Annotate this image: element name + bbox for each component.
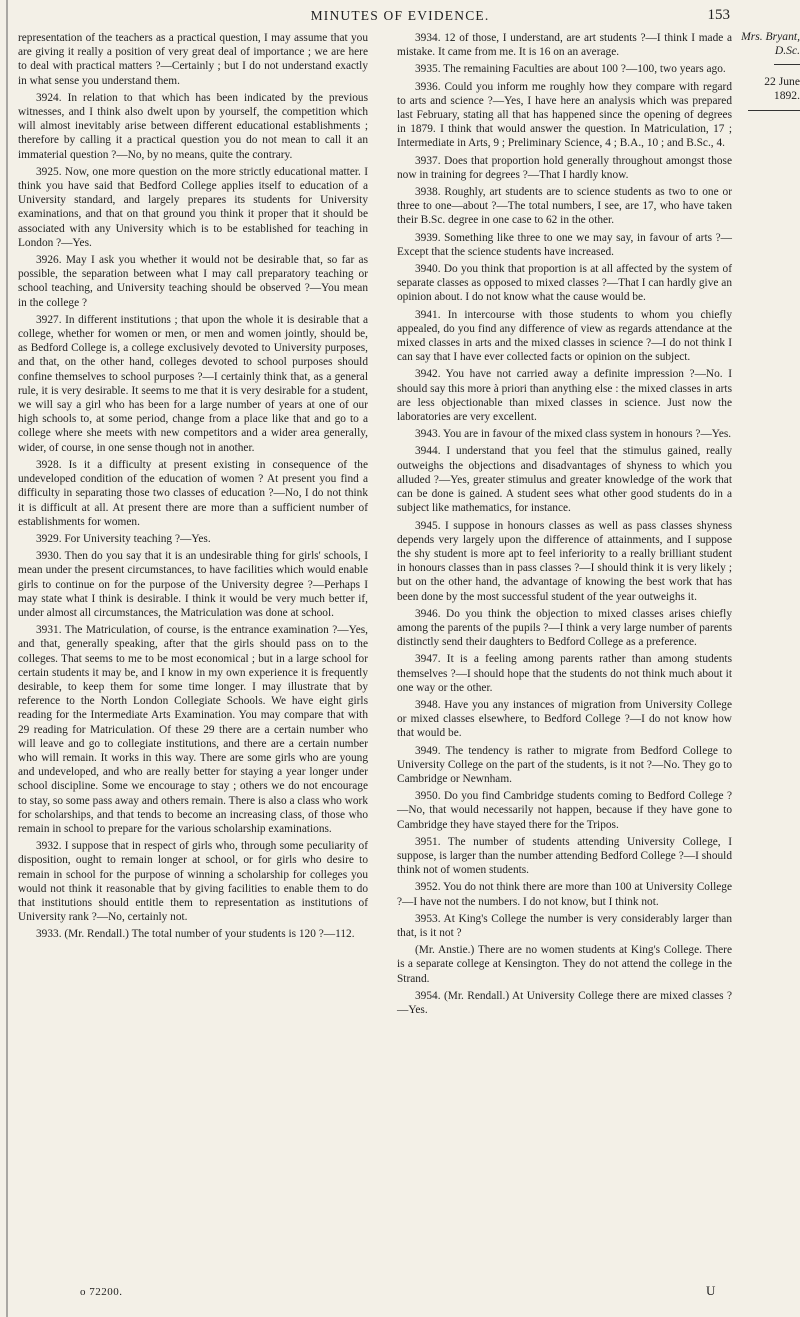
paragraph: 3924. In relation to that which has been indicated by the previous witnesses, and I think also dwelt upon by yourself, the competition which will almost inevitably arise between different educational establishments ; therefore by calling it a practical question you do not mean to call it an immaterial question ?—No, by no means, quite the contrary.	[18, 91, 368, 161]
evidence-date: 22 June 1892.	[764, 75, 800, 102]
right-column	[397, 31, 732, 1020]
paragraph: 3932. I suppose that in respect of girls who, through some peculiarity of disposition, ought to remain longer at school, or for girls who desire to remain in school for the purpose of winning a scholarship for colleges you would not think it reasonable that by giving facilities to enable them to do that institutions should entitle them to representation as institutions of University rank ?—No, certainly not.	[18, 840, 368, 924]
paragraph: 3925. Now, one more question on the more strictly educational matter. I think you have said that Bedford College applies itself to education of a University standard, and largely prepares its students for University examinations, and that on that ground you think it proper that it should be associated with any University which is to be established for teaching in London ?—Yes.	[18, 165, 368, 249]
printer-signature-mark: o 72200.	[80, 1286, 123, 1298]
paragraph: 3952. You do not think there are more than 100 at University College ?—I have not the numbers. I do not know, but I think not.	[397, 881, 732, 908]
paragraph: 3948. Have you any instances of migration from University College or mixed classes elsewhere, to Bedford College ?—I do not know how that would be.	[397, 698, 732, 740]
gathering-signature-letter: U	[706, 1283, 716, 1298]
paragraph: 3926. May I ask you whether it would not be desirable that, so far as possible, the separation between what I may call preparatory teaching or school teaching, and University teaching should be observed ?—You mean in the college ?	[18, 254, 368, 309]
paragraph: (Mr. Anstie.) There are no women students at King's College. There is a separate college at Kensington. They do not attend the college in the Strand.	[397, 944, 732, 985]
witness-sidenote	[738, 30, 800, 111]
page-header	[0, 4, 800, 26]
paragraph: 3934. 12 of those, I understand, are art students ?—I think I made a mistake. It came from me. It is 16 on an average.	[397, 32, 732, 59]
left-column	[18, 31, 368, 945]
paragraph: 3938. Roughly, art students are to science students as two to one or three to one—about ?—The total numbers, I see, are 17, who have taken their B.Sc. degree in one case to 62 in the other.	[397, 186, 732, 227]
paragraph: 3945. I suppose in honours classes as well as pass classes shyness depends very largely upon the difference of attainments, and I suppose the shy student is more apt to feel inferiority to a really brilliant student in honours classes than in pass classes ?—I should think it is very likely ; but on the other hand, the advantage of knowing the best work that has been done by the most successful student of the year outweighs it.	[397, 519, 732, 603]
paragraph: 3933. (Mr. Rendall.) The total number of your students is 120 ?—112.	[36, 928, 355, 941]
paragraph: 3928. Is it a difficulty at present existing in consequence of the undeveloped condition of the education of women ? At present you find a difficulty in separating those two classes of education ?—No, I do not think it is difficult at all. At present there are more than a sufficient number of establishments for women.	[18, 458, 368, 528]
paragraph: 3954. (Mr. Rendall.) At University College there are mixed classes ?—Yes.	[397, 989, 732, 1016]
paragraph: 3941. In intercourse with those students to whom you chiefly appealed, do you find any difference of view as regards attendance at the mixed classes in arts and the mixed classes in science ?—I do not think I can say that I have ever collected facts or opinion on the subject.	[397, 308, 732, 364]
paragraph: 3947. It is a feeling among parents rather than among students themselves ?—I should hope that the students do not think much about it one way or the other.	[397, 653, 732, 694]
running-title: MINUTES OF EVIDENCE.	[310, 8, 490, 23]
witness-name: Mrs. Bryant,	[741, 30, 800, 43]
divider	[748, 110, 800, 111]
paragraph: 3929. For University teaching ?—Yes.	[36, 532, 211, 545]
paragraph: 3937. Does that proportion hold generally throughout amongst those now in training for degrees ?—That I hardly know.	[397, 154, 732, 181]
paragraph: 3931. The Matriculation, of course, is the entrance examination ?—Yes, and that, generally speaking, after that the girls should pass on to the colleges. That seems to me to be most economical ; but in a large school for certain students it may be, and I know in my own experience it is frequently desirable, to keep them for some time longer. I may illustrate that by reference to the North London Collegiate Schools. We have eight girls reading for the Intermediate Arts Examination. You may compare that with 29 reading for Matriculation. Of these 29 there are a certain number who will leave and go to collegiate institutions, and there are a certain number who will remain. It works in this way. There are some girls who are young and undeveloped, and who are really better for staying a year longer under school discipline. Some we encourage to stay ; others we do not encourage to stay, so some pass away and others remain. There is also a class who work for scholarships, and that tends to become an increasing class, of those who remain in school to prepare for the various scholarship examinations.	[18, 624, 368, 835]
witness-degree: D.Sc.	[774, 44, 800, 57]
page-edge-rule	[6, 0, 8, 1317]
paragraph: 3944. I understand that you feel that the stimulus gained, really outweighs the objections and disadvantages of shyness to which you alluded ?—Yes, greater stimulus and greater knowledge of the work that can be done is gained. A student sees what other good students do in a subject like mathematics, for instance.	[397, 445, 732, 515]
paragraph: 3950. Do you find Cambridge students coming to Bedford College ?—No, that would necessarily not happen, because if they have gone to Cambridge they have stayed there for the Tripos.	[397, 790, 732, 831]
paragraph: 3927. In different institutions ; that upon the whole it is desirable that a college, whether for women or men, or men and women jointly, should be, as Bedford College is, a college exclusively devoted to University purposes, and that, on the other hand, colleges devoted to school purposes should confine themselves to school purposes ?—I certainly think that, as a general rule, it is very desirable. It seems to me that it is very desirable for a student, we will say a girl who has been for a large number of years at one of our high schools to, at some period, change from a place like that and go to a college where she meets with new competitors and a wider area generally, wider, of course, in one sense though not in another.	[18, 313, 368, 454]
paragraph: 3939. Something like three to one we may say, in favour of arts ?—Except that the science students have increased.	[397, 231, 732, 258]
paragraph: 3946. Do you think the objection to mixed classes arises chiefly among the parents of the pupils ?—I think a very large number of parents distinctly send their daughters to Bedford College as a preference.	[397, 607, 732, 649]
paragraph: 3936. Could you inform me roughly how they compare with regard to arts and science ?—Yes, I have here an analysis which was prepared last February, stating all that has happened since the opening of degrees in 1879. I think that would answer the question. In Matriculation, 17 ; Intermediate in Arts, 9 ; Preliminary Science, 4 ; B.A., 10 ; and B.Sc., 4.	[397, 80, 732, 150]
paragraph: 3940. Do you think that proportion is at all affected by the system of separate classes as opposed to mixed classes ?—That I can hardly give an opinion about. I do not know what the cause would be.	[397, 263, 732, 304]
paragraph: 3949. The tendency is rather to migrate from Bedford College to University College on the part of the students, is it not ?—No. They go to Cambridge or Newnham.	[397, 744, 732, 785]
paragraph: 3930. Then do you say that it is an undesirable thing for girls' schools, I mean under the present circumstances, to have facilities which would enable girls to continue on for the purpose of the University degree ?—Perhaps I may state what I think is desirable. I think it would be very much better if, under almost all circumstances, the Matriculation was done at school.	[18, 550, 368, 619]
page-number: 153	[707, 7, 730, 23]
paragraph: representation of the teachers as a practical question, I may assume that you are giving it really a position of very great deal of importance ; we are here to deal with practical matters ?—Certainly ; but I do not understand exactly in what sense you understand them.	[18, 32, 368, 87]
paragraph: 3943. You are in favour of the mixed class system in honours ?—Yes.	[415, 428, 732, 441]
paragraph: 3942. You have not carried away a definite impression ?—No. I should say this more à priori than anything else : the mixed classes in arts are less objectionable than mixed classes in science. Just now the laboratories are very excellent.	[397, 368, 732, 424]
divider	[774, 64, 800, 65]
paragraph: 3953. At King's College the number is very considerably larger than that, is it not ?	[397, 912, 732, 939]
paragraph: 3951. The number of students attending University College, I suppose, is larger than the number attending Bedford College ?—I should think not of women students.	[397, 835, 732, 877]
paragraph: 3935. The remaining Faculties are about 100 ?—100, two years ago.	[415, 63, 726, 76]
